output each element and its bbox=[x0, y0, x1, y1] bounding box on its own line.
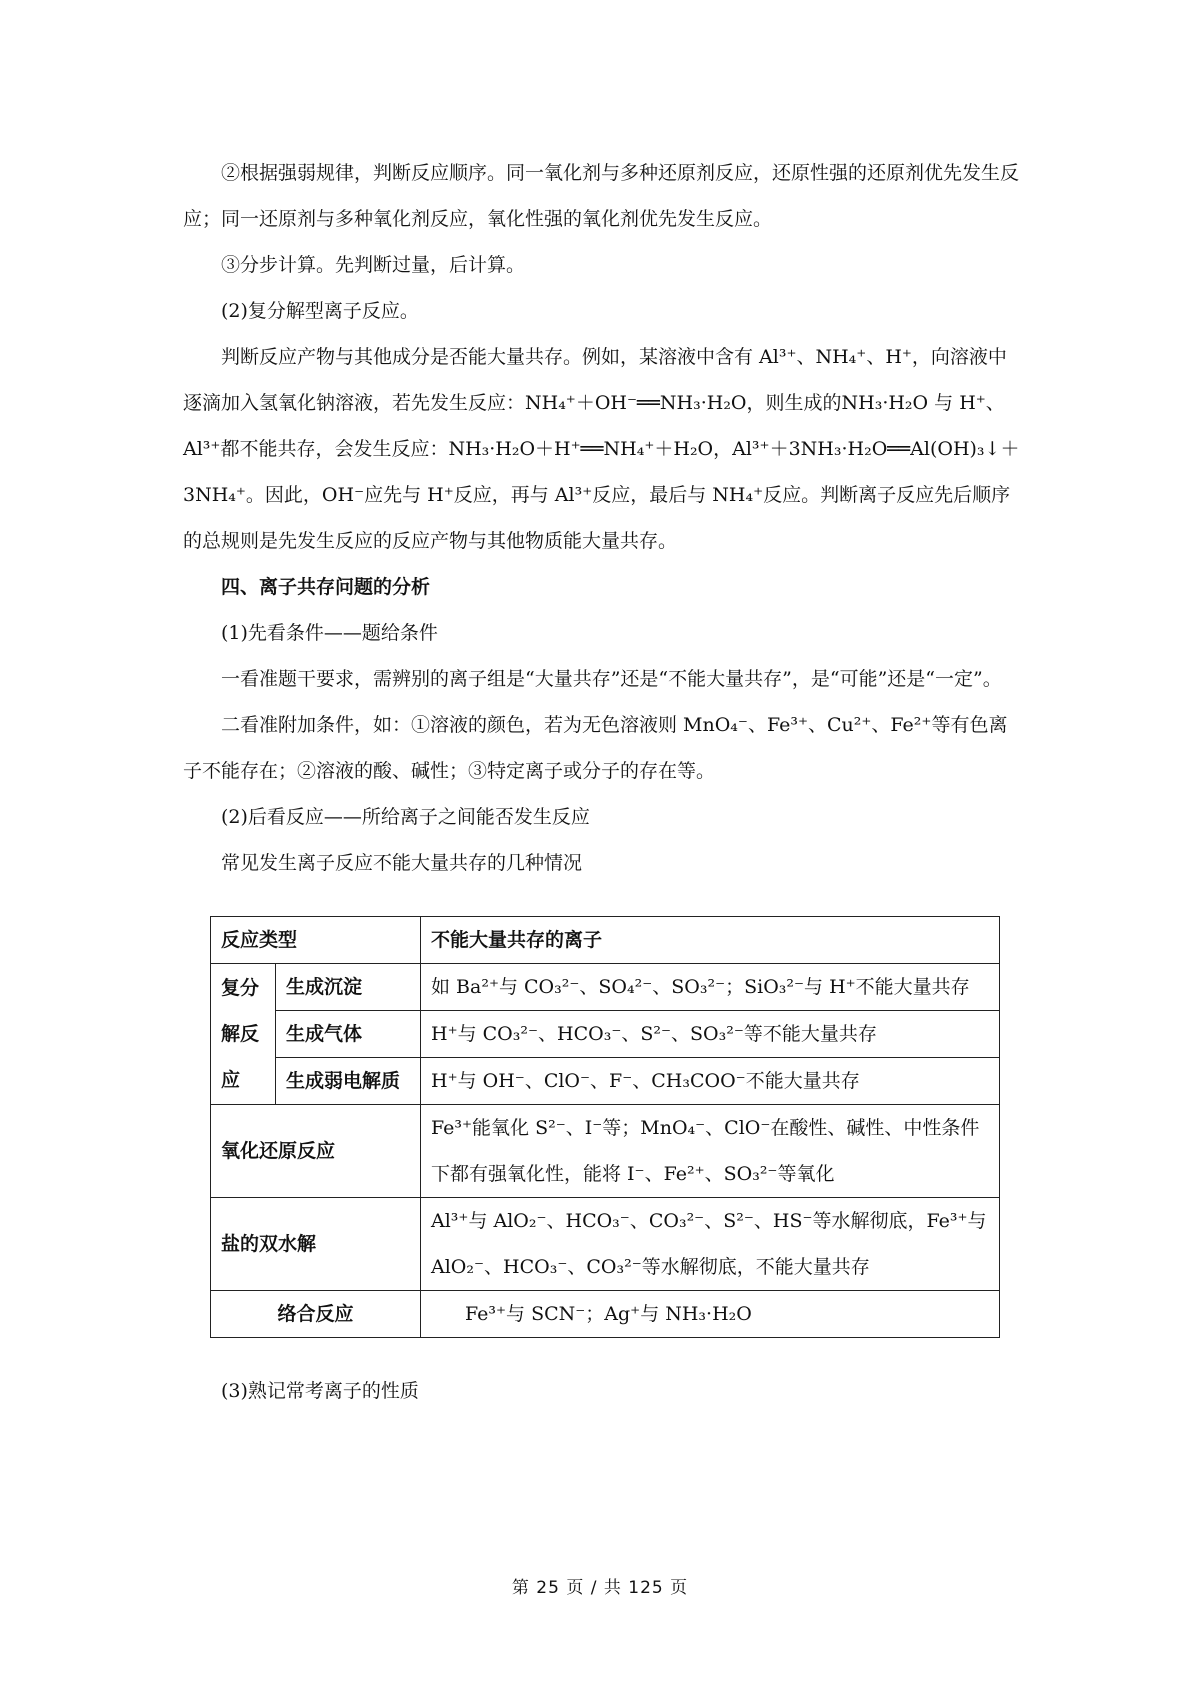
paragraph: ②根据强弱规律，判断反应顺序。同一氧化剂与多种还原剂反应，还原性强的还原剂优先发生反应；同一还原剂与多种氧化剂反应，氧化性强的氧化剂优先发生反应。 bbox=[183, 162, 1020, 230]
paragraph: (3)熟记常考离子的性质 bbox=[221, 1380, 419, 1402]
double-decomposition-label bbox=[211, 964, 276, 1105]
table-row bbox=[211, 1198, 1000, 1291]
label-line: 复分 bbox=[221, 977, 260, 999]
paragraph: 一看准题干要求，需辨别的离子组是“大量共存”还是“不能大量共存”，是“可能”还是“一定”。 bbox=[221, 668, 1002, 690]
paragraph: 二看准附加条件，如：①溶液的颜色，若为无色溶液则 MnO₄⁻、Fe³⁺、Cu²⁺、Fe²⁺等有色离子不能存在；②溶液的酸、碱性；③特定离子或分子的存在等。 bbox=[183, 714, 1008, 782]
ions-cell: Fe³⁺与 SCN⁻；Ag⁺与 NH₃·H₂O bbox=[421, 1291, 1000, 1338]
spacer bbox=[183, 1338, 1023, 1368]
table-header-row bbox=[211, 917, 1000, 964]
table-header: 不能大量共存的离子 bbox=[421, 917, 1000, 964]
table-row bbox=[211, 1105, 1000, 1198]
table-row bbox=[211, 1291, 1000, 1338]
reaction-type-cell: 络合反应 bbox=[211, 1291, 421, 1338]
ions-cell: Al³⁺与 AlO₂⁻、HCO₃⁻、CO₃²⁻、S²⁻、HS⁻等水解彻底，Fe³⁺与 AlO₂⁻、HCO₃⁻、CO₃²⁻等水解彻底，不能大量共存 bbox=[421, 1198, 1000, 1291]
paragraph: 常见发生离子反应不能大量共存的几种情况 bbox=[221, 852, 583, 874]
paragraph: (2)复分解型离子反应。 bbox=[221, 300, 419, 322]
paragraph: (2)后看反应——所给离子之间能否发生反应 bbox=[221, 806, 590, 828]
reaction-type-cell: 盐的双水解 bbox=[211, 1198, 421, 1291]
label-line: 应 bbox=[221, 1069, 241, 1091]
reaction-type-cell: 生成气体 bbox=[276, 1011, 421, 1058]
label-line: 解反 bbox=[221, 1023, 260, 1045]
table-row bbox=[211, 1011, 1000, 1058]
table-row bbox=[211, 964, 1000, 1011]
ions-cell: H⁺与 OH⁻、ClO⁻、F⁻、CH₃COO⁻不能大量共存 bbox=[421, 1058, 1000, 1105]
paragraph: ③分步计算。先判断过量，后计算。 bbox=[221, 254, 526, 276]
ions-cell: Fe³⁺能氧化 S²⁻、I⁻等；MnO₄⁻、ClO⁻在酸性、碱性、中性条件下都有强氧化性，能将 I⁻、Fe²⁺、SO₃²⁻等氧化 bbox=[421, 1105, 1000, 1198]
spacer bbox=[183, 886, 1023, 916]
table-row bbox=[211, 1058, 1000, 1105]
ions-cell: H⁺与 CO₃²⁻、HCO₃⁻、S²⁻、SO₃²⁻等不能大量共存 bbox=[421, 1011, 1000, 1058]
ions-cell: 如 Ba²⁺与 CO₃²⁻、SO₄²⁻、SO₃²⁻；SiO₃²⁻与 H⁺不能大量共存 bbox=[421, 964, 1000, 1011]
document-body bbox=[183, 150, 1023, 1414]
table-header: 反应类型 bbox=[211, 917, 421, 964]
paragraph: (1)先看条件——题给条件 bbox=[221, 622, 438, 644]
section-heading: 四、离子共存问题的分析 bbox=[221, 576, 431, 598]
reaction-type-cell: 生成沉淀 bbox=[276, 964, 421, 1011]
paragraph: 判断反应产物与其他成分是否能大量共存。例如，某溶液中含有 Al³⁺、NH₄⁺、H⁺，向溶液中逐滴加入氢氧化钠溶液，若先发生反应：NH₄⁺＋OH⁻══NH₃·H₂O，则生成的NH₃·H₂O 与 H⁺、Al³⁺都不能共存，会发生反应：NH₃·H₂O＋H⁺══NH₄⁺＋H₂O，Al³⁺＋3NH₃·H₂O══Al(OH)₃↓＋3NH₄⁺。因此，OH⁻应先与 H⁺反应，再与 Al³⁺反应，最后与 NH₄⁺反应。判断离子反应先后顺序的总规则是先发生反应的反应产物与其他物质能大量共存。 bbox=[183, 346, 1020, 552]
reaction-type-cell: 氧化还原反应 bbox=[211, 1105, 421, 1198]
reaction-type-cell: 生成弱电解质 bbox=[276, 1058, 421, 1105]
ion-coexistence-table bbox=[210, 916, 1000, 1338]
page-number: 第 25 页 / 共 125 页 bbox=[511, 1578, 689, 1598]
